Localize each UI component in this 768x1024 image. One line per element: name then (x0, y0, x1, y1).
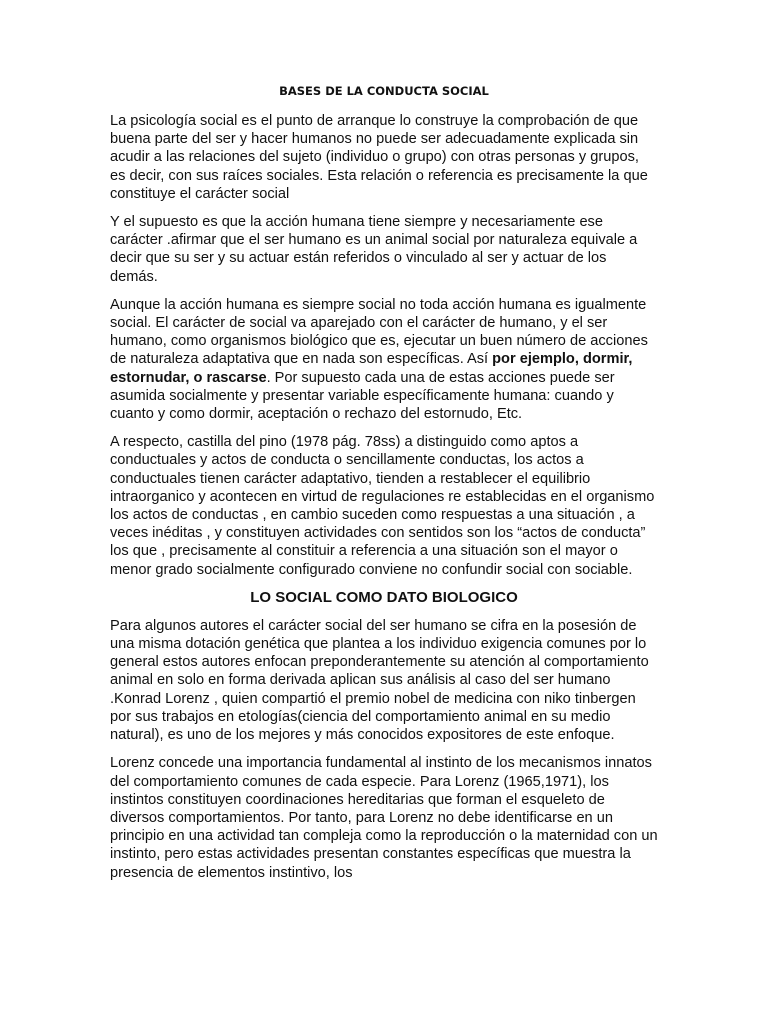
document-title: BASES DE LA CONDUCTA SOCIAL (279, 84, 489, 98)
paragraph-text: . Por supuesto cada una de estas acciones puede ser asumida socialmente y presentar variable específicamente humana: cuando y cuanto y como dormir, aceptación o rechazo del estornudo, Etc. (110, 369, 615, 423)
paragraph-castilla-del-pino: A respecto, castilla del pino (1978 pág. 78ss) a distinguido como aptos a conductuales y actos de conducta o sencillamente conductas, los actos a conductuales tienen carácter adaptativo, tienden a restablecer el equilibrio intraorganico y acontecen en virtud de regulaciones re establecidas en el organismo los actos de conductas , en cambio suceden como respuestas a una situación , a veces inéditas , y constituyen actividades con sentidos son los “actos de conducta” los que , precisamente al constituir a referencia a una situación son el mayor o menor grado socialmente configurado conviene no confundir social con sociable. (110, 434, 655, 578)
section-heading: LO SOCIAL COMO DATO BIOLOGICO (250, 588, 518, 606)
paragraph-lorenz: Lorenz concede una importancia fundamental al instinto de los mecanismos innatos del comportamiento comunes de cada especie. Para Lorenz (1965,1971), los instintos constituyen coordinaciones hereditarias que forman el esqueleto de diversos comportamientos. Por tanto, para Lorenz no debe identificarse en un principio en una actividad tan compleja como la reproducción o la maternidad con un instinto, pero estas actividades presentan constantes específicas que muestra la presencia de elementos instintivo, los (110, 755, 658, 881)
paragraph-intro: La psicología social es el punto de arranque lo construye la comprobación de que buena parte del ser y hacer humanos no puede ser adecuadamente explicada sin acudir a las relaciones del sujeto (individuo o grupo) con otras personas y grupos, es decir, con sus raíces sociales. Esta relación o referencia es precisamente la que constituye el carácter social (110, 113, 648, 202)
paragraph-accion-humana (110, 296, 658, 423)
paragraph-supuesto: Y el supuesto es que la acción humana tiene siempre y necesariamente ese carácter .afirmar que el ser humano es un animal social por naturaleza equivale a decir que su ser y su actuar están referidos o vinculado al ser y actuar de los demás. (110, 214, 638, 285)
document-body (110, 84, 658, 892)
paragraph-autores: Para algunos autores el carácter social del ser humano se cifra en la posesión de una misma dotación genética que plantea a los individuo exigencia comunes por lo general estos autores enfocan preponderantemente su atención al comportamiento animal en solo en forma derivada aplican sus análisis al caso del ser humano .Konrad Lorenz , quien compartió el premio nobel de medicina con niko tinbergen por sus trabajos en etologías(ciencia del comportamiento animal en su medio natural), es uno de los mejores y más conocidos expositores de este enfoque. (110, 617, 649, 744)
bold-examples: por ejemplo, dormir, estornudar, o rascarse (110, 351, 633, 386)
paragraph-text: Aunque la acción humana es siempre social no toda acción humana es igualmente social. El carácter de social va aparejado con el carácter de humano, y el ser humano, como organismos biológico que es, ejecutar un buen número de acciones de naturaleza adaptativa que en nada son específicas. Así (110, 296, 648, 368)
